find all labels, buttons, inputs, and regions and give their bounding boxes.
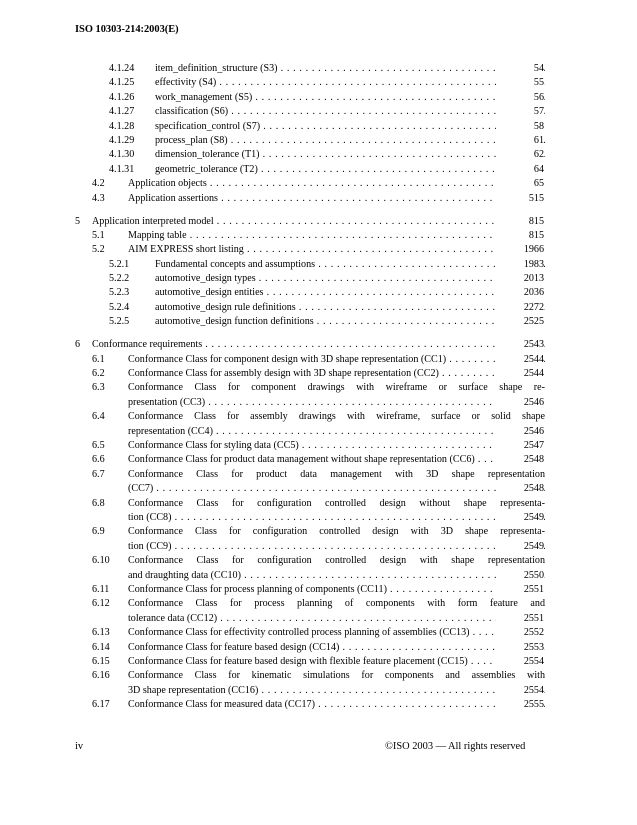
toc-entry-title: effectivity (S4) <box>155 77 217 89</box>
toc-entry[interactable] <box>0 301 637 315</box>
leader-dots <box>202 339 545 350</box>
toc-entry-title-line2: tion (CC9) <box>128 540 172 552</box>
toc-entry[interactable] <box>0 163 637 177</box>
toc-entry-number: 4.1.31 <box>109 163 135 175</box>
toc-entry-number: 6.12 <box>92 598 110 610</box>
toc-entry[interactable] <box>0 468 637 497</box>
toc-entry[interactable] <box>0 62 637 76</box>
toc-entry-page: 815 <box>496 229 544 243</box>
leader-dots <box>171 512 545 523</box>
toc-entry-number: 4.1.24 <box>109 63 135 74</box>
toc-entry[interactable] <box>0 148 637 162</box>
toc-entry-page: 2036 <box>496 286 544 300</box>
toc-entry-title-line1: Conformance Class for configuration controlled design with shape representation <box>128 555 545 567</box>
toc-entry-number: 6.15 <box>92 655 110 667</box>
toc-entry-title: Application objects <box>128 178 207 190</box>
toc-entry-title: classification (S6) <box>155 106 229 118</box>
toc-entry-number: 6.10 <box>92 555 110 567</box>
toc-entry-number: 4.1.28 <box>109 120 135 132</box>
toc-entry[interactable] <box>0 105 637 119</box>
toc-entry-page: 2525 <box>496 315 544 329</box>
toc-entry-title: Conformance Class for feature based design with flexible feature placement (CC15) <box>128 655 468 667</box>
toc-entry-title: automotive_design types <box>155 273 256 285</box>
toc-entry-page: 2544 <box>496 353 544 367</box>
toc-entry-number: 5.2.2 <box>109 273 130 285</box>
toc-entry-title: Conformance Class for component design with 3D shape representation (CC1) <box>128 353 447 365</box>
toc-entry-number: 4.1.29 <box>109 134 135 146</box>
toc-entry-title-line1: Conformance Class for configuration controlled design with 3D shape representa- <box>128 526 545 538</box>
toc-entry[interactable] <box>0 272 637 286</box>
toc-entry-title: work_management (S5) <box>155 91 253 103</box>
toc-entry[interactable] <box>0 497 637 526</box>
table-of-contents <box>0 62 637 713</box>
toc-entry[interactable] <box>0 583 637 597</box>
toc-entry-number: 6.9 <box>92 526 105 538</box>
toc-entry-number: 6.4 <box>92 411 105 423</box>
toc-entry-title-line2: tolerance data (CC12) <box>128 612 218 624</box>
toc-entry-page: 2543 <box>496 338 544 352</box>
toc-entry[interactable] <box>0 215 637 229</box>
toc-entry-number: 6.6 <box>92 454 105 466</box>
toc-entry-page: 55 <box>496 76 544 90</box>
toc-entry-title: Conformance Class for measured data (CC17) <box>128 699 315 711</box>
toc-entry-page: 2548 <box>496 453 544 467</box>
document-header: ISO 10303-214:2003(E) <box>75 24 179 35</box>
toc-entry-title: automotive_design rule definitions <box>155 301 296 313</box>
toc-entry[interactable] <box>0 134 637 148</box>
toc-entry[interactable] <box>0 381 637 410</box>
toc-entry-title: Mapping table <box>128 229 187 241</box>
toc-entry-number: 4.2 <box>92 178 105 190</box>
toc-entry-page: 815 <box>496 215 544 229</box>
toc-entry-number: 4.3 <box>92 192 105 204</box>
toc-entry[interactable] <box>0 453 637 467</box>
toc-entry-number: 4.1.30 <box>109 149 135 161</box>
toc-entry-title: Conformance Class for assembly design with 3D shape representation (CC2) <box>128 368 439 379</box>
toc-entry-page: 1983 <box>496 258 544 272</box>
toc-entry[interactable] <box>0 554 637 583</box>
toc-entry-title: geometric_tolerance (T2) <box>155 163 258 175</box>
toc-entry-number: 6.16 <box>92 670 110 682</box>
toc-entry-page: 2554 <box>496 655 544 669</box>
toc-entry-title-line1: Conformance Class for assembly drawings with wireframe, surface or solid shape <box>128 411 545 423</box>
toc-entry-page: 2546 <box>496 396 544 410</box>
toc-entry-page: 2548 <box>496 482 544 496</box>
toc-entry-title: Conformance Class for process planning of components (CC11) <box>128 583 387 595</box>
toc-entry-number: 5.2.3 <box>109 287 130 299</box>
leader-dots <box>207 178 545 189</box>
toc-entry[interactable] <box>0 91 637 105</box>
toc-entry[interactable] <box>0 410 637 439</box>
toc-entry-title: dimension_tolerance (T1) <box>155 149 260 161</box>
toc-entry-title-line1: Conformance Class for product data management with 3D shape representation <box>128 468 545 480</box>
toc-entry-title-line1: Conformance Class for component drawings with wireframe or surface shape re- <box>128 382 545 394</box>
toc-entry-title: specification_control (S7) <box>155 120 261 132</box>
toc-entry-number: 5.2.4 <box>109 301 130 313</box>
toc-entry[interactable] <box>0 655 637 669</box>
toc-entry[interactable] <box>0 243 637 257</box>
toc-entry-title-line2: tion (CC8) <box>128 511 172 523</box>
toc-entry-page: 2550 <box>496 569 544 583</box>
toc-entry-page: 62 <box>496 148 544 162</box>
toc-entry-page: 2554 <box>496 684 544 698</box>
toc-entry-page: 61 <box>496 134 544 148</box>
toc-entry-title: Conformance Class for product data management without shape representation (CC6) <box>128 454 475 466</box>
toc-entry-page: 2549 <box>496 540 544 554</box>
toc-entry[interactable] <box>0 698 637 712</box>
toc-entry-page: 2553 <box>496 641 544 655</box>
toc-entry-number: 5.2 <box>92 244 105 256</box>
toc-entry[interactable] <box>0 192 637 206</box>
toc-entry-title-line2: and draughting data (CC10) <box>128 569 241 581</box>
toc-entry-page: 2547 <box>496 439 544 453</box>
toc-entry-page: 2555 <box>496 698 544 712</box>
toc-entry-page: 2551 <box>496 612 544 626</box>
toc-entry[interactable] <box>0 525 637 554</box>
toc-entry-page: 65 <box>496 177 544 191</box>
toc-entry[interactable] <box>0 76 637 90</box>
toc-entry-title: Fundamental concepts and assumptions <box>155 258 316 270</box>
toc-entry[interactable] <box>0 367 637 381</box>
toc-entry-page: 2272 <box>496 301 544 315</box>
toc-entry-title: Application interpreted model <box>92 215 214 227</box>
toc-entry-page: 2549 <box>496 511 544 525</box>
toc-entry-number: 6 <box>75 339 81 351</box>
toc-entry[interactable] <box>0 177 637 191</box>
toc-entry-number: 4.1.26 <box>109 91 135 103</box>
toc-entry[interactable] <box>0 353 637 367</box>
toc-entry-number: 6.3 <box>92 382 105 394</box>
toc-entry-title-line1: Conformance Class for kinematic simulations for components and assemblies with <box>128 670 545 682</box>
toc-entry-title: automotive_design entities <box>155 287 264 299</box>
toc-entry-title: Conformance Class for styling data (CC5) <box>128 439 299 451</box>
toc-entry-number: 6.7 <box>92 468 105 480</box>
toc-entry-page: 54 <box>496 62 544 76</box>
toc-entry-page: 57 <box>496 105 544 119</box>
toc-entry-number: 6.11 <box>92 583 110 595</box>
toc-entry-page: 64 <box>496 163 544 177</box>
toc-entry-page: 515 <box>496 192 544 206</box>
toc-entry-page: 2013 <box>496 272 544 286</box>
toc-entry[interactable] <box>0 597 637 626</box>
toc-entry-page: 1966 <box>496 243 544 257</box>
toc-entry-title: Conformance requirements <box>92 339 203 351</box>
page-number: iv <box>75 741 84 752</box>
toc-entry[interactable] <box>0 669 637 698</box>
toc-entry-number: 6.1 <box>92 353 105 365</box>
toc-entry-number: 6.5 <box>92 439 105 451</box>
toc-entry-number: 6.8 <box>92 497 105 509</box>
toc-entry-number: 6.2 <box>92 368 105 379</box>
toc-entry-number: 6.13 <box>92 627 110 639</box>
copyright-notice: ©ISO 2003 — All rights reserved <box>385 741 526 752</box>
toc-entry-title: Application assertions <box>128 192 218 204</box>
toc-entry-title-line1: Conformance Class for process planning of components with form feature and <box>128 598 545 610</box>
leader-dots <box>187 230 545 241</box>
toc-entry-title: item_definition_structure (S3) <box>155 63 278 74</box>
toc-entry-number: 5 <box>75 215 81 227</box>
toc-entry-number: 5.2.1 <box>109 258 130 270</box>
toc-entry[interactable] <box>0 315 637 329</box>
toc-entry-title: AIM EXPRESS short listing <box>128 244 244 256</box>
toc-entry-page: 2551 <box>496 583 544 597</box>
toc-entry-page: 2546 <box>496 425 544 439</box>
toc-entry-title-line2: (CC7) <box>128 483 154 495</box>
toc-entry-page: 2552 <box>496 626 544 640</box>
leader-dots <box>171 541 545 552</box>
toc-entry-title-line1: Conformance Class for configuration controlled design without shape representa- <box>128 497 545 509</box>
toc-entry[interactable] <box>0 626 637 640</box>
toc-entry-number: 6.14 <box>92 641 110 653</box>
toc-entry-page: 2544 <box>496 367 544 381</box>
toc-entry-title-line2: presentation (CC3) <box>128 396 206 408</box>
toc-entry-number: 5.2.5 <box>109 316 130 328</box>
toc-entry[interactable] <box>0 120 637 134</box>
toc-entry-title: process_plan (S8) <box>155 134 228 146</box>
toc-entry[interactable] <box>0 258 637 272</box>
toc-entry-page: 56 <box>496 91 544 105</box>
toc-entry-number: 5.1 <box>92 229 105 241</box>
toc-entry-title: Conformance Class for effectivity controlled process planning of assemblies (CC13) <box>128 627 470 639</box>
toc-entry[interactable] <box>0 641 637 655</box>
toc-entry-title: Conformance Class for feature based design (CC14) <box>128 641 340 653</box>
toc-entry-page: 58 <box>496 120 544 134</box>
toc-entry[interactable] <box>0 229 637 243</box>
leader-dots <box>153 483 545 494</box>
toc-entry-number: 4.1.27 <box>109 106 135 118</box>
toc-entry-title: automotive_design function definitions <box>155 316 314 328</box>
toc-entry-title-line2: 3D shape representation (CC16) <box>128 684 259 696</box>
toc-entry-title-line2: representation (CC4) <box>128 425 213 437</box>
toc-entry[interactable] <box>0 439 637 453</box>
leader-dots <box>205 397 545 408</box>
toc-entry-number: 4.1.25 <box>109 77 135 89</box>
toc-entry-number: 6.17 <box>92 699 110 711</box>
toc-entry[interactable] <box>0 338 637 352</box>
toc-entry[interactable] <box>0 286 637 300</box>
